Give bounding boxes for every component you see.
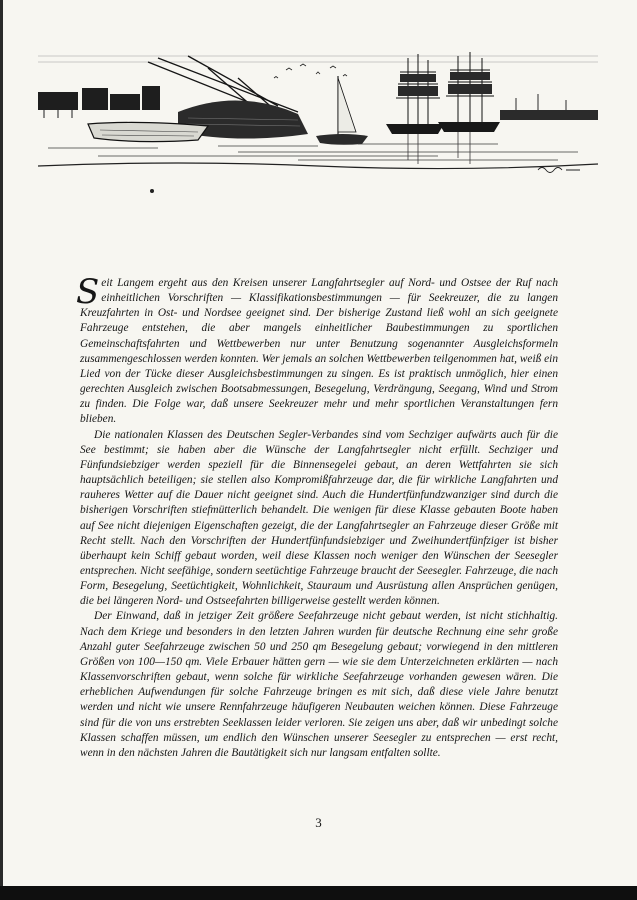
drop-cap: S bbox=[76, 272, 100, 312]
scan-speck bbox=[150, 189, 154, 193]
page-scan-bottom-edge bbox=[0, 886, 637, 900]
page-number: 3 bbox=[315, 815, 322, 830]
paragraph-text: eit Langem ergeht aus den Kreisen unserer Langfahrtsegler auf Nord- und Ostsee der Ruf nach einheitlichen Vorschriften — Klassifikationsbestimmungen — für Seekreuzer, die zu langen Kreuzfahrten in Ost- und Nordsee geeignet sind. Der bisherige Zustand ließ wohl an sich geeignete Fahrzeuge entstehen, die aber mangels einheitlicher Baubestimmungen zu sportlichen Gemeinschaftsfahrten und Wettbewerben nur unter Benutzung sogenannter Ausgleichsformeln zusammengeschlossen werden konnten. Wer jemals an solchen Wettbewerben teilgenommen hat, weiß ein Lied von der Tücke dieser Ausgleichsbestimmungen zu singen. Es ist praktisch unmöglich, hier einen gerechten Ausgleich zwischen Bootsabmessungen, Besegelung, Verdrängung, Seegang, Wind und Strom zu finden. Die Folge war, daß unsere Seekreuzer mehr und mehr sportlichen Veranstaltungen fern blieben. bbox=[80, 277, 558, 426]
harbor-sailing-ships-engraving-icon bbox=[38, 48, 598, 178]
article-paragraph: Der Einwand, daß in jetziger Zeit größere Seefahrzeuge nicht gebaut werden, ist nicht stichhaltig. Nach dem Kriege und besonders in den letzten Jahren wurden für deutsche Rechnung eine sehr große Anzahl guter Seefahrzeuge zwischen 50 und 250 qm Besegelung gebaut; vorwiegend in den mittleren Größen von 100—150 qm. Viele Erbauer hätten gern — wie sie dem Unterzeichneten erklärten — nach Klassenvorschriften gebaut, wenn solche für wirkliche Seefahrzeuge vorhanden gewesen wären. Die erheblichen Aufwendungen für solche Fahrzeuge bringen es mit sich, daß diese viele Jahre benutzt werden und nicht wie unsere Rennfahrzeuge häufigeren Neubauten weichen können. Diese Fahrzeuge sind für die von uns erstrebten Seeklassen leider verloren. Sie zeigen uns aber, daß wir unbedingt solche Klassen schaffen müssen, um endlich den Wünschen unserer Seesegler zu entsprechen — erst recht, wenn in den nächsten Jahren die Bautätigkeit sich nur langsam entfalten sollte. bbox=[80, 610, 558, 759]
article-paragraph: Die nationalen Klassen des Deutschen Segler-Verbandes sind vom Sechziger aufwärts auch für die See bestimmt; sie haben aber die Wünsche der Langfahrtsegler nicht erfüllt. Sechziger und Fünfundsiebziger werden speziell für die Binnensegelei gebaut, an deren Wettfahrten sie sich hauptsächlich beteiligen; sie stellen also Kompromißfahrzeuge dar, die für wirkliche Langfahrten und rauheres Wetter auf die Dauer nicht geeignet sind. Auch die Hundertfünfundzwanziger sind durch die bisherigen Vorschriften stiefmütterlich behandelt. Die wenigen für diese Klasse gebauten Boote haben auf See nicht diejenigen Eigenschaften gezeigt, die der Langfahrtsegler an Fahrzeuge dieser Größe mit Recht stellt. Nach den Vorschriften der Hundertfünfundsiebziger und Zweihundertfünfziger ist bisher überhaupt kein Schiff gebaut worden, weil diese Klassen noch weniger den Wünschen der Seesegler entsprechen. Nicht seefähige, sondern seetüchtige Fahrzeuge braucht der Seesegler. Fahrzeuge, die nach Form, Besegelung, Seetüchtigkeit, Wohnlichkeit, Stauraum und Ausrüstung allen Ansprüchen genügen, die bei längeren Nord- und Ostseefahrten billigerweise gestellt werden können. bbox=[80, 428, 558, 608]
page-scan-edge bbox=[0, 0, 3, 900]
article-paragraph bbox=[76, 272, 558, 428]
article-body bbox=[76, 272, 558, 761]
